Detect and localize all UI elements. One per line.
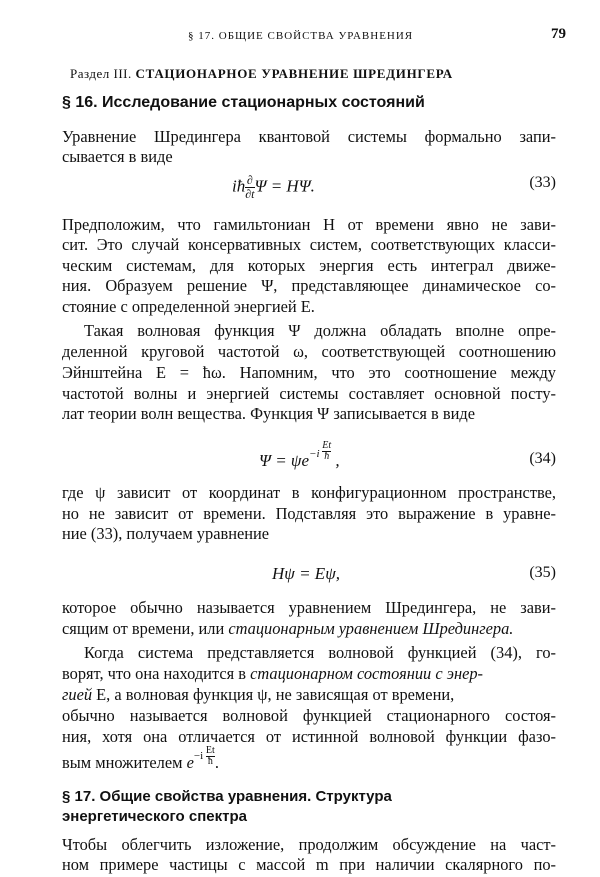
paragraph-line: ния. Образуем решение Ψ, представляющее динамическое со- <box>62 276 556 295</box>
line-text: сящим от времени, или <box>62 619 229 638</box>
exp-fraction <box>206 746 215 767</box>
phase-factor-base: e <box>186 753 194 772</box>
exp-prefix: −i <box>193 750 204 762</box>
equation-33 <box>62 164 556 204</box>
section-16-heading: § 16. Исследование стационарных состояний <box>62 94 425 111</box>
paragraph-line <box>62 745 556 774</box>
partial-fraction <box>245 174 254 201</box>
equation-34-number: (34) <box>529 450 556 467</box>
part-label: Раздел III. <box>70 66 132 81</box>
paragraph-line: сит. Это случай консервативных систем, соответствующих класси- <box>62 235 556 254</box>
line-text: вым множителем <box>62 753 187 772</box>
part-title <box>70 66 453 82</box>
equation-35-number: (35) <box>529 564 556 581</box>
section-17-heading-line-2: энергетического спектра <box>62 808 247 825</box>
paragraph-line: сывается в виде <box>62 147 173 166</box>
eq33-left: iħ <box>232 176 246 196</box>
exp-numerator: Et <box>205 745 215 756</box>
page-number: 79 <box>551 26 566 42</box>
equation-33-body <box>232 174 315 201</box>
part-heading: СТАЦИОНАРНОЕ УРАВНЕНИЕ ШРЕДИНГЕРА <box>135 66 453 81</box>
line-text: E, а волновая функция ψ, не зависящая от времени, <box>96 685 455 704</box>
emphasis: стационарным уравнением Шредингера. <box>228 619 514 638</box>
frac-numerator: ∂ <box>246 173 253 187</box>
paragraph-line <box>62 663 556 685</box>
paragraph-line: Эйнштейна E = ħω. Напомним, что это соотношение между <box>62 363 556 382</box>
paragraph-line: лат теории волн вещества. Функция Ψ записывается в виде <box>62 404 475 423</box>
paragraph-line: но не зависит от времени. Подставляя это выражение в уравне- <box>62 504 556 523</box>
eq34-exponent <box>309 440 332 462</box>
paragraph-line: Предположим, что гамильтониан H от времени явно не зави- <box>62 215 556 234</box>
equation-34-body <box>259 440 340 471</box>
running-head <box>48 26 566 46</box>
paragraph-line: обычно называется волновой функцией стационарного состоя- <box>62 706 556 725</box>
eq34-tail: , <box>335 451 340 470</box>
line-text: ворят, что она находится в <box>62 664 251 683</box>
paragraph-line: Такая волновая функция Ψ должна обладать вполне опре- <box>84 321 556 340</box>
emphasis: гией <box>62 685 93 704</box>
paragraph-line: стояние с определенной энергией E. <box>62 297 315 316</box>
equation-34 <box>62 436 556 476</box>
phase-factor-exponent <box>193 745 215 767</box>
paragraph-line <box>62 684 556 706</box>
running-head-title: § 17. ОБЩИЕ СВОЙСТВА УРАВНЕНИЯ <box>188 30 414 42</box>
section-17-heading-line-1: § 17. Общие свойства уравнения. Структура <box>62 788 392 805</box>
paragraph-line: деленной круговой частотой ω, соответствующей соотношению <box>62 342 556 361</box>
paragraph-line: Когда система представляется волновой функцией (34), го- <box>84 643 556 662</box>
paragraph-line: ном примере частицы с массой m при наличии скалярного по- <box>62 855 556 874</box>
exp-fraction <box>322 441 331 462</box>
paragraph-line: ния, хотя она отличается от истинной волновой функции фазо- <box>62 727 556 746</box>
equation-35 <box>62 554 556 594</box>
exp-denominator: ħ <box>324 451 330 462</box>
equation-35-body: Hψ = Eψ, <box>272 564 340 583</box>
exp-prefix: −i <box>309 448 320 460</box>
paragraph-line: ние (33), получаем уравнение <box>62 524 270 543</box>
equation-33-number: (33) <box>529 174 556 191</box>
paragraph-line: ческим системам, для которых энергия есть интеграл движе- <box>62 256 556 275</box>
exp-denominator: ħ <box>207 756 213 767</box>
eq33-rest: Ψ = HΨ. <box>254 176 315 196</box>
factor-tail: . <box>214 753 219 772</box>
paragraph-line: которое обычно называется уравнением Шредингера, не зави- <box>62 598 556 617</box>
paragraph-line: частотой волны и энергией системы составляет основной посту- <box>62 384 556 403</box>
exp-numerator: Et <box>322 440 332 451</box>
frac-denominator: ∂t <box>245 187 255 201</box>
eq34-main: Ψ = ψe <box>259 451 310 470</box>
paragraph-line: Уравнение Шредингера квантовой системы формально запи- <box>62 127 556 146</box>
paragraph-line: где ψ зависит от координат в конфигурационном пространстве, <box>62 483 556 502</box>
paragraph-line: Чтобы облегчить изложение, продолжим обсуждение на част- <box>62 835 556 854</box>
emphasis: стационарном состоянии с энер- <box>250 664 484 683</box>
paragraph-line <box>62 618 556 640</box>
